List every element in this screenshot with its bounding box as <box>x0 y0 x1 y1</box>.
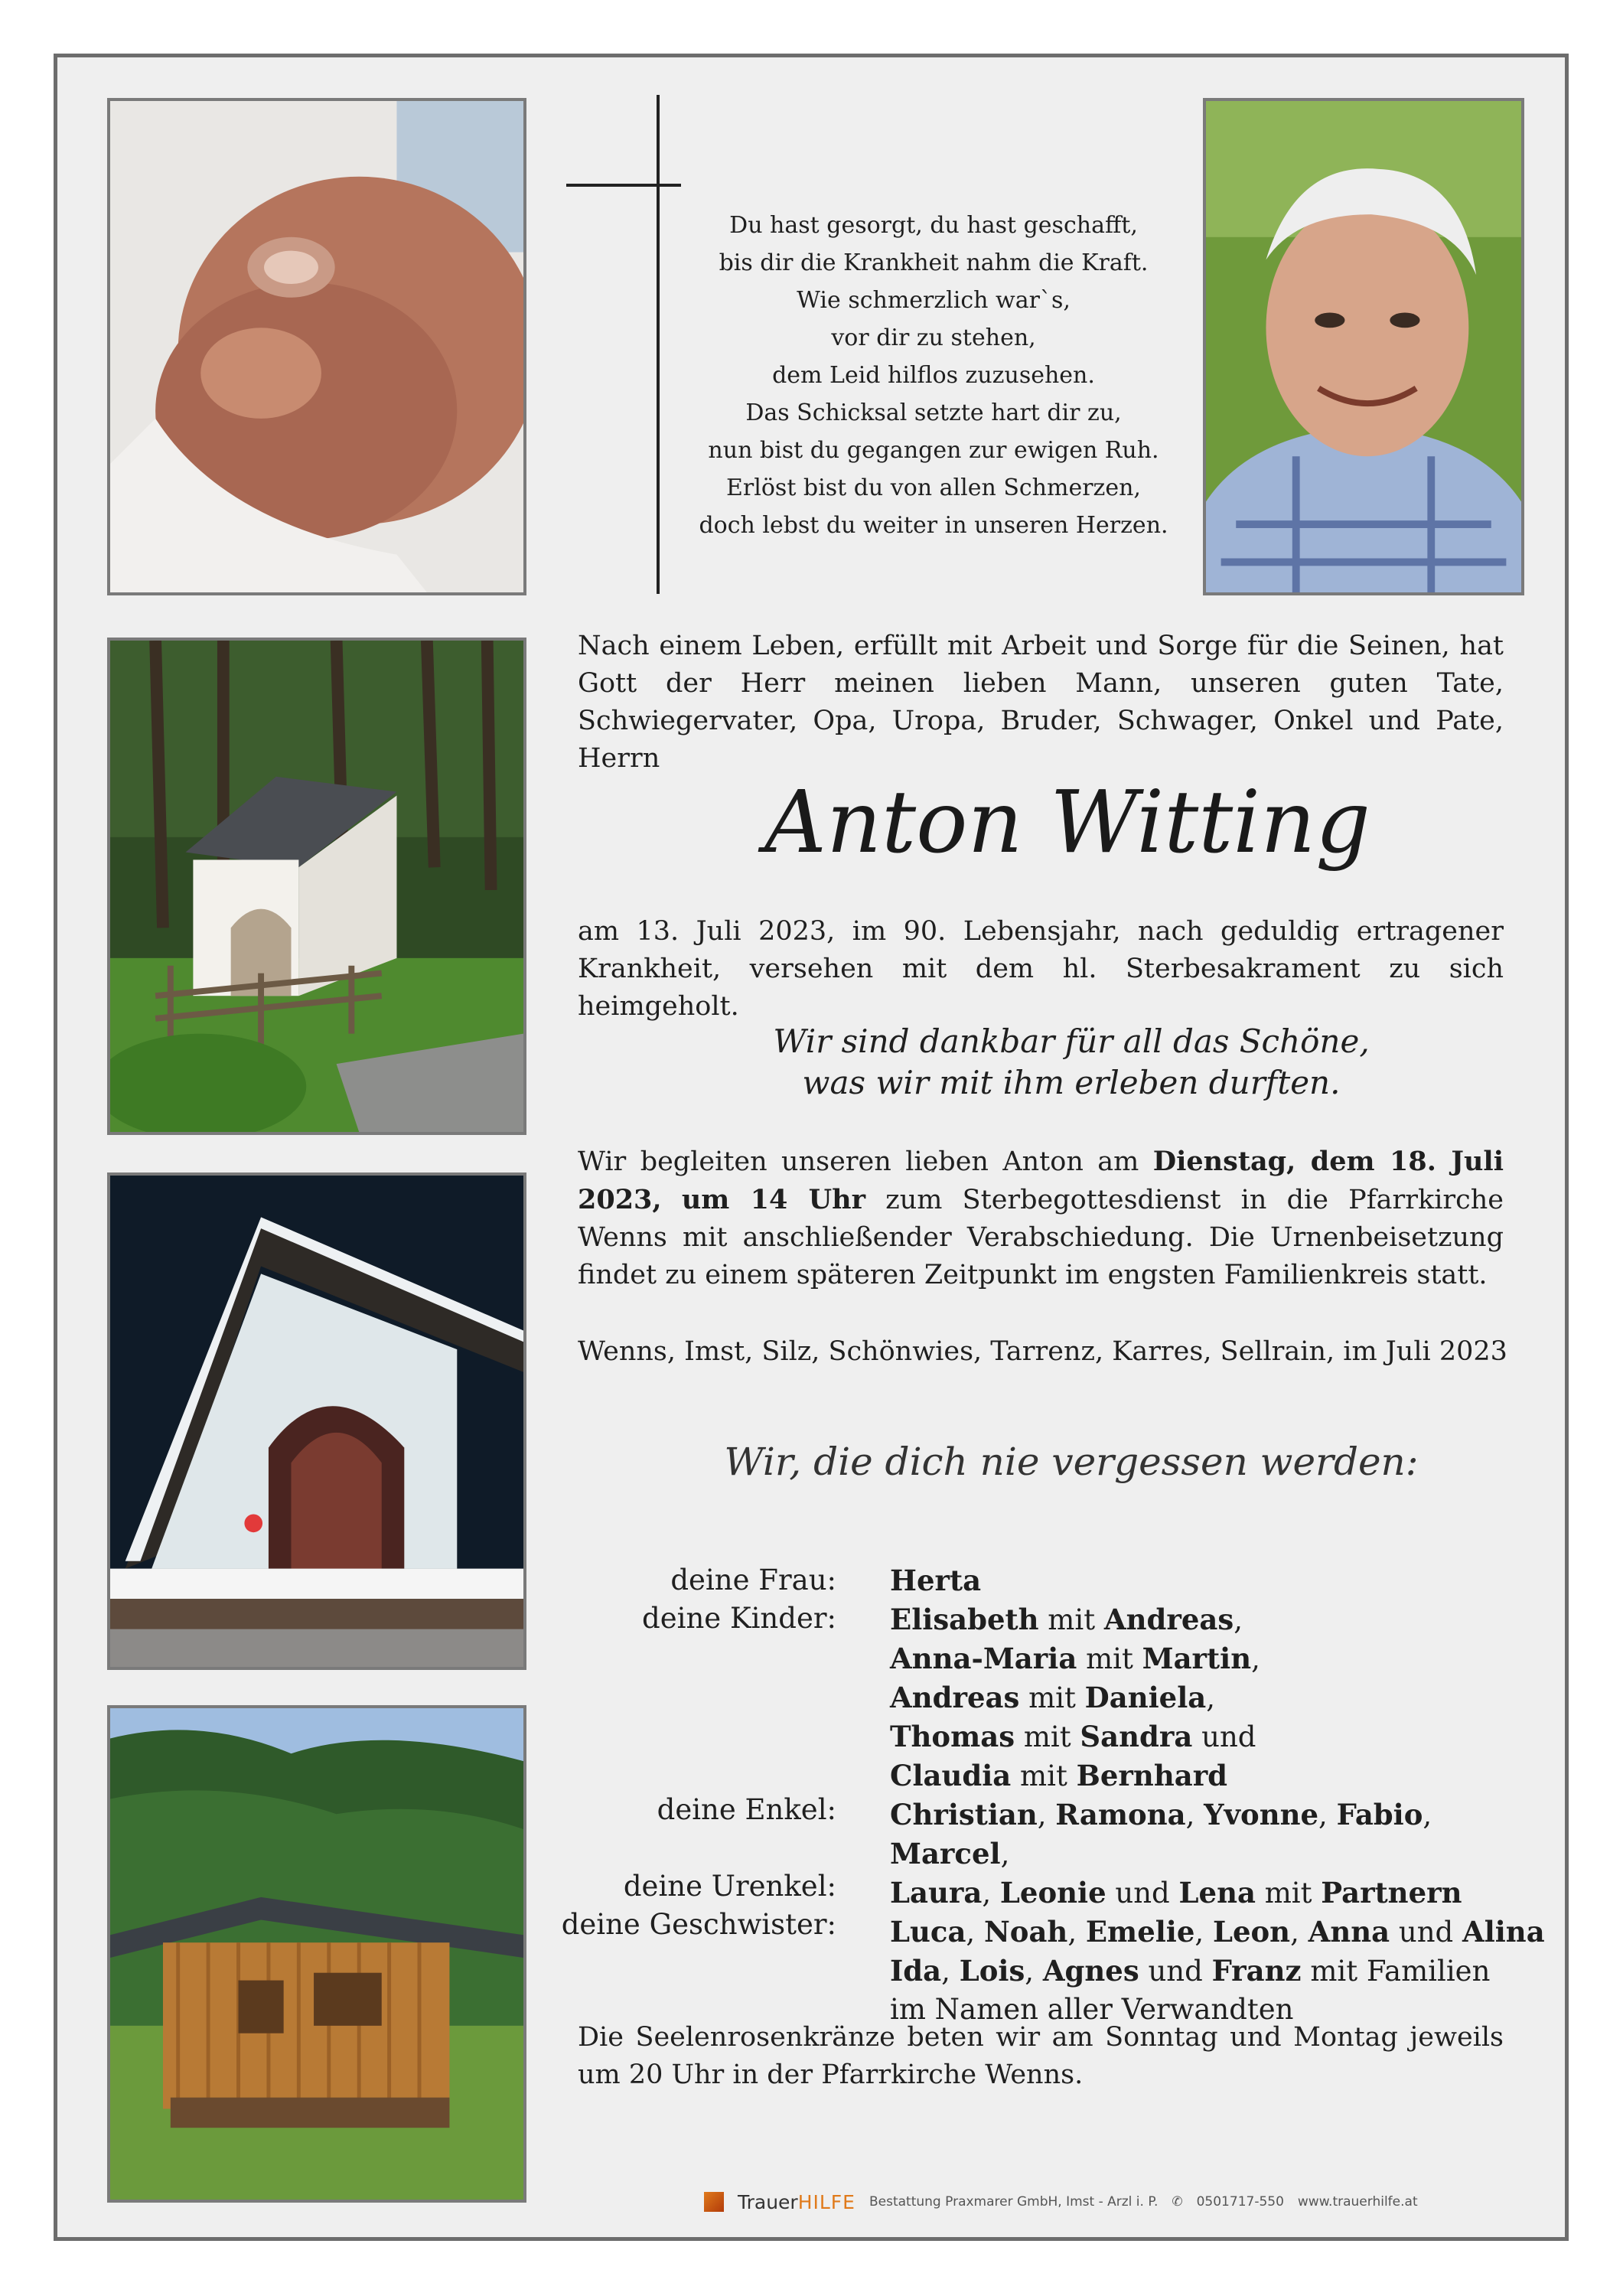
funeral-paragraph <box>578 1143 1504 1294</box>
label-wife: deine Frau: <box>670 1564 836 1596</box>
word-mit: mit <box>1020 1760 1067 1792</box>
name-child: Andreas <box>890 1681 1020 1714</box>
word-mit: mit <box>1086 1642 1133 1675</box>
name-grandchild: Fabio <box>1336 1798 1423 1831</box>
name-grandchild: Leonie <box>999 1876 1106 1910</box>
family-line-grandchildren: Laura, Leonie und Lena mit Partnern <box>890 1876 1462 1910</box>
name-partner: Andreas <box>1103 1603 1234 1636</box>
word-und: und <box>1115 1877 1170 1910</box>
memorial-poem <box>666 207 1201 544</box>
brand-part-2: HILFE <box>797 2190 855 2213</box>
family-line-child <box>890 1717 1548 1756</box>
places-line: Wenns, Imst, Silz, Schönwies, Tarrenz, Karres, Sellrain, im Juli 2023 <box>578 1336 1507 1367</box>
company-name: Bestattung Praxmarer GmbH, Imst - Arzl i. P. <box>869 2194 1159 2210</box>
poem-line: Das Schicksal setzte hart dir zu, <box>745 400 1122 426</box>
intro-paragraph: Nach einem Leben, erfüllt mit Arbeit und Sorge für die Seinen, hat Gott der Herr meinen lieben Mann, unseren guten Tate, Schwiegervater, Opa, Uropa, Bruder, Schwager, Onkel und Pate, Herrn <box>578 631 1504 774</box>
family-line-child: Andreas mit Daniela, <box>890 1681 1216 1714</box>
name-sibling: Franz <box>1211 1954 1302 1988</box>
word-mit: mit <box>1023 1720 1071 1753</box>
label-children: deine Kinder: <box>642 1602 836 1635</box>
word-mit: mit <box>1264 1877 1312 1910</box>
poem-line: bis dir die Krankheit nahm die Kraft. <box>719 249 1149 276</box>
family-line-grandchildren: Christian, Ramona, Yvonne, Fabio, Marcel, <box>890 1798 1432 1870</box>
name-child: Anna-Maria <box>890 1642 1077 1675</box>
family-line-siblings: Ida, Lois, Agnes und Franz mit Familien <box>890 1954 1491 1988</box>
funeral-text-before: Wir begleiten unseren lieben Anton am <box>578 1146 1153 1177</box>
quote-line-1: Wir sind dankbar für all das Schöne, <box>773 1022 1370 1060</box>
deceased-name: Anton Witting <box>764 773 1370 872</box>
name-grandchild: Marcel <box>890 1837 1001 1870</box>
funeral-time: um 14 Uhr <box>681 1184 866 1215</box>
word-und: und <box>1148 1955 1203 1988</box>
family-line-child: Anna-Maria mit Martin, <box>890 1642 1260 1675</box>
name-partner: Martin <box>1142 1642 1252 1675</box>
family-names <box>890 1561 1548 2029</box>
name-grandchild: Ramona <box>1055 1798 1186 1831</box>
chapel-summer-photo <box>107 638 526 1135</box>
name-great-grandchild: Leon <box>1212 1915 1291 1949</box>
poem-line: vor dir zu stehen, <box>831 325 1036 351</box>
gratitude-quote <box>582 1021 1561 1104</box>
name-partner: Daniela <box>1084 1681 1207 1714</box>
funeral-date: Dienstag, dem 18. Juli 2023, <box>578 1146 1504 1215</box>
name-child: Thomas <box>890 1720 1015 1753</box>
quote-line-2: was wir mit ihm erleben durften. <box>802 1064 1341 1101</box>
name-great-grandchild: Emelie <box>1085 1915 1195 1949</box>
name-wife: Herta <box>890 1564 982 1597</box>
name-great-grandchild: Noah <box>983 1915 1068 1949</box>
word-mit: mit <box>1048 1603 1096 1636</box>
funeral-text-after: zum Sterbegottesdienst in die Pfarrkirche Wenns mit anschließender Verabschiedung. Die Urnenbeisetzung findet zu einem späteren Zeitpunkt im engsten Familienkreis statt. <box>578 1185 1504 1290</box>
poem-line: Wie schmerzlich war`s, <box>797 287 1071 314</box>
name-child: Elisabeth <box>890 1603 1039 1636</box>
label-siblings: deine Geschwister: <box>561 1908 836 1941</box>
name-partners: Partnern <box>1321 1876 1462 1910</box>
website-link[interactable]: www.trauerhilfe.at <box>1297 2194 1418 2210</box>
poem-line: doch lebst du weiter in unseren Herzen. <box>699 512 1168 539</box>
name-sibling: Agnes <box>1042 1954 1139 1988</box>
name-grandchild: Laura <box>890 1876 983 1910</box>
name-child: Claudia <box>890 1759 1012 1792</box>
word-und: und <box>1398 1916 1454 1949</box>
name-great-grandchild: Alina <box>1462 1915 1545 1949</box>
name-sibling: Ida <box>890 1954 942 1988</box>
brand-name <box>738 2191 855 2213</box>
name-great-grandchild: Anna <box>1308 1915 1390 1949</box>
word-und: und <box>1201 1720 1256 1753</box>
portrait-photo <box>1203 98 1524 595</box>
brand-part-1: Trauer <box>738 2190 798 2213</box>
family-line-child: Elisabeth mit Andreas, <box>890 1603 1243 1636</box>
family-labels <box>536 1561 836 1944</box>
name-partner: Bernhard <box>1076 1759 1228 1792</box>
cabin-photo <box>107 1705 526 2203</box>
phone-icon: ✆ <box>1172 2194 1183 2210</box>
family-line-great-grandchildren: Luca, Noah, Emelie, Leon, Anna und Alina <box>890 1915 1545 1949</box>
with-families: mit Familien <box>1310 1955 1491 1988</box>
cross-vertical-bar <box>657 95 660 594</box>
rosary-paragraph: Die Seelenrosenkränze beten wir am Sonntag und Montag jeweils um 20 Uhr in der Pfarrkirche Wenns. <box>578 2022 1504 2090</box>
chapel-winter-photo <box>107 1172 526 1670</box>
word-mit: mit <box>1028 1681 1076 1714</box>
family-line-wife <box>890 1561 1548 1600</box>
poem-line: dem Leid hilflos zuzusehen. <box>772 362 1095 389</box>
name-grandchild: Lena <box>1178 1876 1256 1910</box>
relatives-line: im Namen aller Verwandten <box>890 1993 1294 2026</box>
name-grandchild: Christian <box>890 1798 1038 1831</box>
poem-line: nun bist du gegangen zur ewigen Ruh. <box>708 437 1159 464</box>
trauerhilfe-logo-icon <box>704 2192 724 2212</box>
label-grandchildren: deine Enkel: <box>657 1793 836 1826</box>
family-line-child <box>890 1756 1548 1795</box>
name-partner: Sandra <box>1080 1720 1193 1753</box>
footer <box>704 2187 1418 2217</box>
poem-line: Erlöst bist du von allen Schmerzen, <box>726 475 1141 501</box>
name-grandchild: Yvonne <box>1204 1798 1319 1831</box>
poem-line: Du hast gesorgt, du hast geschafft, <box>729 212 1138 239</box>
cross-horizontal-bar <box>566 184 681 187</box>
hands-photo <box>107 98 526 595</box>
mourners-heading: Wir, die dich nie vergessen werden: <box>724 1440 1419 1484</box>
name-sibling: Lois <box>959 1954 1025 1988</box>
phone-number: 0501717-550 <box>1196 2194 1284 2210</box>
label-great-grandchildren: deine Urenkel: <box>623 1870 836 1903</box>
death-notice: am 13. Juli 2023, im 90. Lebensjahr, nach geduldig ertragener Krankheit, versehen mit dem hl. Sterbesakrament zu sich heimgeholt. <box>578 916 1504 1022</box>
name-great-grandchild: Luca <box>890 1915 966 1949</box>
